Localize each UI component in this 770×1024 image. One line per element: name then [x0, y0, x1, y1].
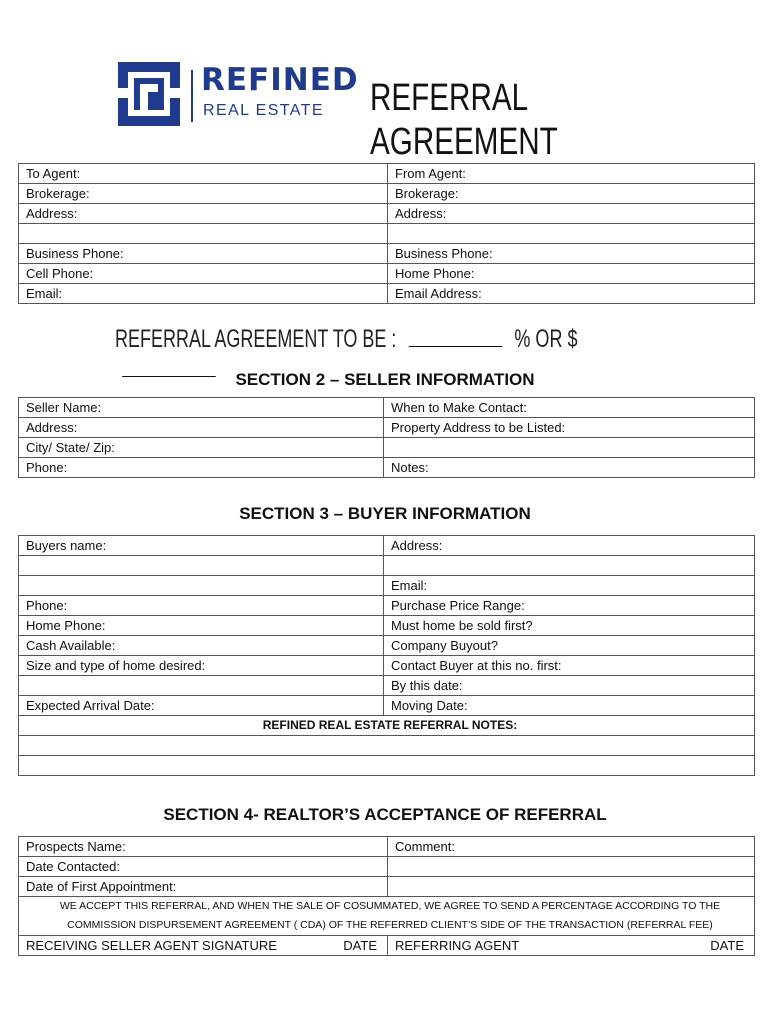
form-field-right[interactable]: Must home be sold first?	[384, 616, 755, 636]
form-row	[19, 204, 755, 224]
form-row	[19, 284, 755, 304]
form-row	[19, 224, 755, 244]
form-field-left[interactable]: Address:	[19, 418, 384, 438]
form-field-left[interactable]: Brokerage:	[19, 184, 388, 204]
buyer-info-table	[18, 535, 755, 776]
form-field-left[interactable]	[19, 224, 388, 244]
form-field-right[interactable]: From Agent:	[388, 164, 755, 184]
form-field-left[interactable]	[19, 576, 384, 596]
form-field-right[interactable]: Property Address to be Listed:	[384, 418, 755, 438]
form-field-left[interactable]: Email:	[19, 284, 388, 304]
form-field-left[interactable]: Prospects Name:	[19, 837, 388, 857]
section3-title: SECTION 3 – BUYER INFORMATION	[239, 504, 531, 523]
section4-title: SECTION 4- REALTOR’S ACCEPTANCE OF REFERRAL	[163, 805, 607, 824]
form-row	[19, 877, 755, 897]
referring-agent-signature-cell[interactable]	[388, 936, 755, 956]
form-field-right[interactable]	[388, 224, 755, 244]
referral-mid: % OR	[514, 325, 563, 353]
form-field-left[interactable]: Expected Arrival Date:	[19, 696, 384, 716]
notes-line[interactable]	[19, 756, 755, 776]
form-field-right[interactable]	[384, 556, 755, 576]
percent-blank[interactable]	[409, 324, 503, 347]
form-field-right[interactable]: Business Phone:	[388, 244, 755, 264]
seller-rows	[19, 398, 755, 478]
form-field-left[interactable]: Cash Available:	[19, 636, 384, 656]
form-field-right[interactable]: When to Make Contact:	[384, 398, 755, 418]
form-row	[19, 184, 755, 204]
seller-agent-signature-cell[interactable]	[19, 936, 388, 956]
form-field-right[interactable]: Address:	[384, 536, 755, 556]
brand-subtitle: REAL ESTATE	[203, 102, 324, 119]
acceptance-table	[18, 836, 755, 956]
form-row	[19, 857, 755, 877]
form-row	[19, 837, 755, 857]
form-row	[19, 576, 755, 596]
form-row	[19, 556, 755, 576]
referral-prefix: REFERRAL AGREEMENT TO BE :	[115, 325, 397, 353]
form-field-left[interactable]: Business Phone:	[19, 244, 388, 264]
seller-info-table	[18, 397, 755, 478]
referral-dollar: $	[567, 325, 578, 353]
form-row	[19, 536, 755, 556]
section2-title: SECTION 2 – SELLER INFORMATION	[235, 370, 535, 389]
seller-agent-date-label: DATE	[343, 938, 377, 953]
form-field-right[interactable]: Comment:	[388, 837, 755, 857]
notes-heading: REFINED REAL ESTATE REFERRAL NOTES:	[19, 716, 755, 736]
acceptance-line-2: COMMISSION DISPURSEMENT AGREEMENT ( CDA) OF THE REFERRED CLIENT’S SIDE OF THE TRANSACTION (REFERRAL FEE)	[67, 919, 713, 931]
form-field-left[interactable]: Phone:	[19, 596, 384, 616]
form-row	[19, 656, 755, 676]
agent-info-table	[18, 163, 755, 304]
form-row	[19, 418, 755, 438]
form-field-left[interactable]	[19, 676, 384, 696]
form-field-left[interactable]: Seller Name:	[19, 398, 384, 418]
form-field-right[interactable]: By this date:	[384, 676, 755, 696]
form-field-right[interactable]	[388, 877, 755, 897]
form-field-right[interactable]: Brokerage:	[388, 184, 755, 204]
seller-agent-signature-label: RECEIVING SELLER AGENT SIGNATURE	[26, 938, 277, 953]
form-field-left[interactable]: Size and type of home desired:	[19, 656, 384, 676]
brand-name: REFINED	[201, 62, 359, 98]
form-field-left[interactable]: Buyers name:	[19, 536, 384, 556]
form-row	[19, 636, 755, 656]
buyer-rows	[19, 536, 755, 716]
form-row	[19, 676, 755, 696]
form-row	[19, 438, 755, 458]
referring-agent-label: REFERRING AGENT	[395, 938, 520, 953]
form-field-right[interactable]: Home Phone:	[388, 264, 755, 284]
acceptance-statement	[19, 897, 755, 936]
form-field-left[interactable]: Date Contacted:	[19, 857, 388, 877]
form-field-right[interactable]: Email Address:	[388, 284, 755, 304]
form-row	[19, 616, 755, 636]
form-row	[19, 264, 755, 284]
form-field-left[interactable]	[19, 556, 384, 576]
form-field-left[interactable]: City/ State/ Zip:	[19, 438, 384, 458]
form-field-right[interactable]	[388, 857, 755, 877]
notes-line[interactable]	[19, 736, 755, 756]
acceptance-line-1: WE ACCEPT THIS REFERRAL, AND WHEN THE SALE OF COSUMMATED, WE AGREE TO SEND A PERCENTAGE ACCORDING TO THE	[59, 900, 721, 912]
form-field-left[interactable]: Cell Phone:	[19, 264, 388, 284]
referring-agent-date-label: DATE	[710, 938, 744, 953]
form-row	[19, 164, 755, 184]
form-row	[19, 458, 755, 478]
acceptance-rows	[19, 837, 755, 897]
form-field-right[interactable]: Notes:	[384, 458, 755, 478]
form-field-right[interactable]: Address:	[388, 204, 755, 224]
form-field-right[interactable]	[384, 438, 755, 458]
brand-logo-icon	[118, 62, 180, 126]
agent-rows	[19, 164, 755, 304]
form-field-right[interactable]: Moving Date:	[384, 696, 755, 716]
form-field-left[interactable]: Phone:	[19, 458, 384, 478]
form-field-left[interactable]: Date of First Appointment:	[19, 877, 388, 897]
notes-rows	[19, 716, 755, 776]
form-field-right[interactable]: Contact Buyer at this no. first:	[384, 656, 755, 676]
logo-divider	[191, 70, 193, 122]
document-title: REFERRAL AGREEMENT	[370, 77, 558, 163]
form-field-left[interactable]: Address:	[19, 204, 388, 224]
form-field-right[interactable]: Company Buyout?	[384, 636, 755, 656]
form-field-right[interactable]: Email:	[384, 576, 755, 596]
form-row	[19, 596, 755, 616]
form-row	[19, 696, 755, 716]
form-row	[19, 398, 755, 418]
form-field-left[interactable]: To Agent:	[19, 164, 388, 184]
form-row	[19, 244, 755, 264]
form-field-left[interactable]: Home Phone:	[19, 616, 384, 636]
form-field-right[interactable]: Purchase Price Range:	[384, 596, 755, 616]
